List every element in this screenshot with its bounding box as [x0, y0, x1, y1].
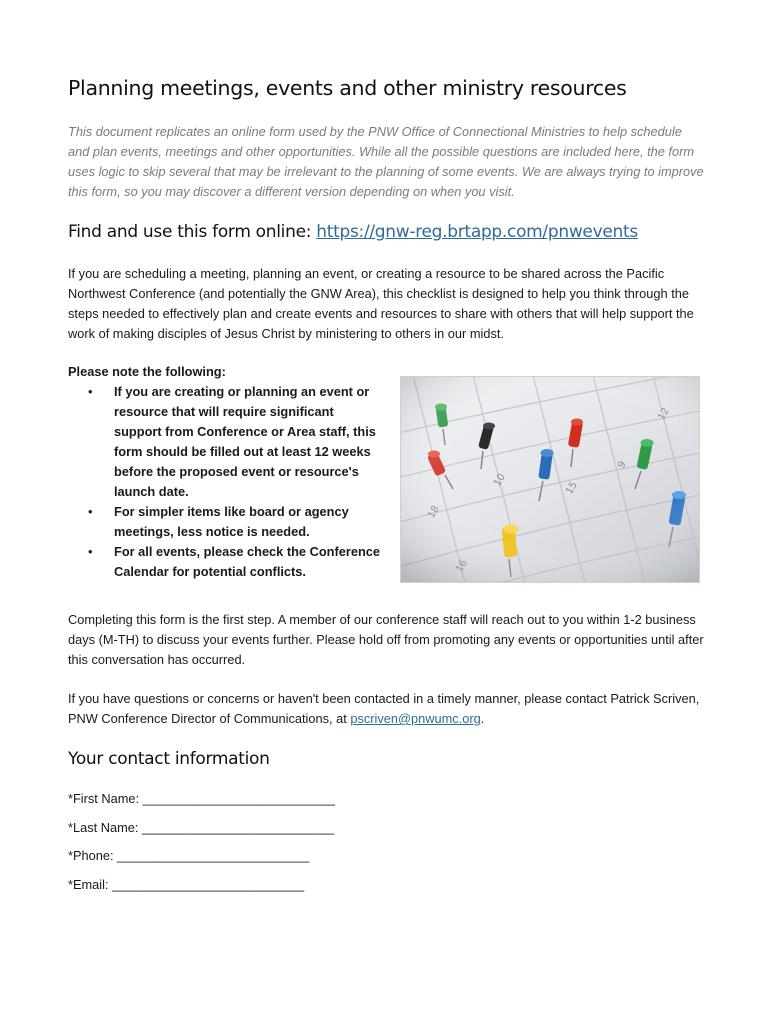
document-page [68, 76, 708, 905]
field-blank[interactable]: ___________________________ [142, 791, 335, 806]
completing-paragraph: Completing this form is the first step. A member of our conference staff will reach out to you within 1-2 business days (M-TH) to discuss your events further. Please hold off from promoting any events or opportunities until after this conversation has occurred. [68, 612, 704, 667]
note-section [68, 362, 708, 598]
field-blank[interactable]: ___________________________ [141, 819, 335, 835]
note-bullet-item [68, 502, 380, 542]
intro-paragraph: This document replicates an online form used by the PNW Office of Connectional Ministries to help schedule and plan events, meetings and other opportunities. While all the possible questions are included here, the form uses logic to skip several that may be irrelevant to the planning of some events. We are always trying to improve this form, so you may discover a different version depending on when you visit. [68, 124, 704, 199]
bullet-icon: • [88, 504, 93, 519]
find-form-heading [68, 222, 708, 242]
bullet-icon: • [88, 544, 93, 559]
email-link[interactable]: pscriven@pnwumc.org [350, 711, 481, 726]
field-label: *Email: [68, 876, 113, 892]
calendar-pushpins-icon [401, 377, 699, 582]
contact-heading: Your contact information [68, 749, 270, 769]
calendar-pushpins-image [400, 376, 700, 583]
first-name-field[interactable] [68, 791, 708, 807]
note-bullet-text: For all events, please check the Conference Calendar for potential conflicts. [114, 544, 380, 579]
note-bullet-item [68, 542, 380, 582]
note-bullet-list [68, 382, 380, 582]
field-blank[interactable]: ___________________________ [117, 848, 310, 863]
page-title: Planning meetings, events and other ministry resources [68, 76, 627, 100]
questions-end: . [480, 711, 485, 726]
note-title: Please note the following: [68, 364, 226, 379]
scheduling-paragraph: If you are scheduling a meeting, planning an event, or creating a resource to be shared across the Pacific Northwest Conference (and potentially the GNW Area), this checklist is designed to help you think through the steps needed to effectively plan and create events and resources to share with others that will help support the work of making disciples of Jesus Christ by ministering to others in our midst. [68, 266, 694, 341]
questions-text: If you have questions or concerns or haven't been contacted in a timely manner, please contact Patrick Scriven, PNW Conference Director of Communications, at [68, 691, 700, 726]
questions-paragraph [68, 689, 708, 729]
email-field[interactable] [68, 877, 708, 893]
field-label: *First Name: [68, 791, 143, 806]
field-blank[interactable]: ___________________________ [112, 876, 305, 892]
contact-fields [68, 791, 708, 893]
last-name-field[interactable] [68, 820, 708, 836]
find-form-heading-text: Find and use this form online: [68, 222, 317, 242]
phone-field[interactable] [68, 848, 708, 864]
bullet-icon: • [88, 384, 93, 399]
field-label: *Last Name: [68, 819, 142, 835]
field-label: *Phone: [68, 848, 118, 863]
form-url-link[interactable]: https://gnw-reg.brtapp.com/pnwevents [316, 222, 638, 242]
note-bullet-text: For simpler items like board or agency meetings, less notice is needed. [114, 504, 349, 539]
note-bullet-text: If you are creating or planning an event or resource that will require significant support from Conference or Area staff, this form should be filled out at least 12 weeks before the proposed event or resource's launch date. [114, 384, 376, 499]
note-bullet-item [68, 382, 380, 502]
